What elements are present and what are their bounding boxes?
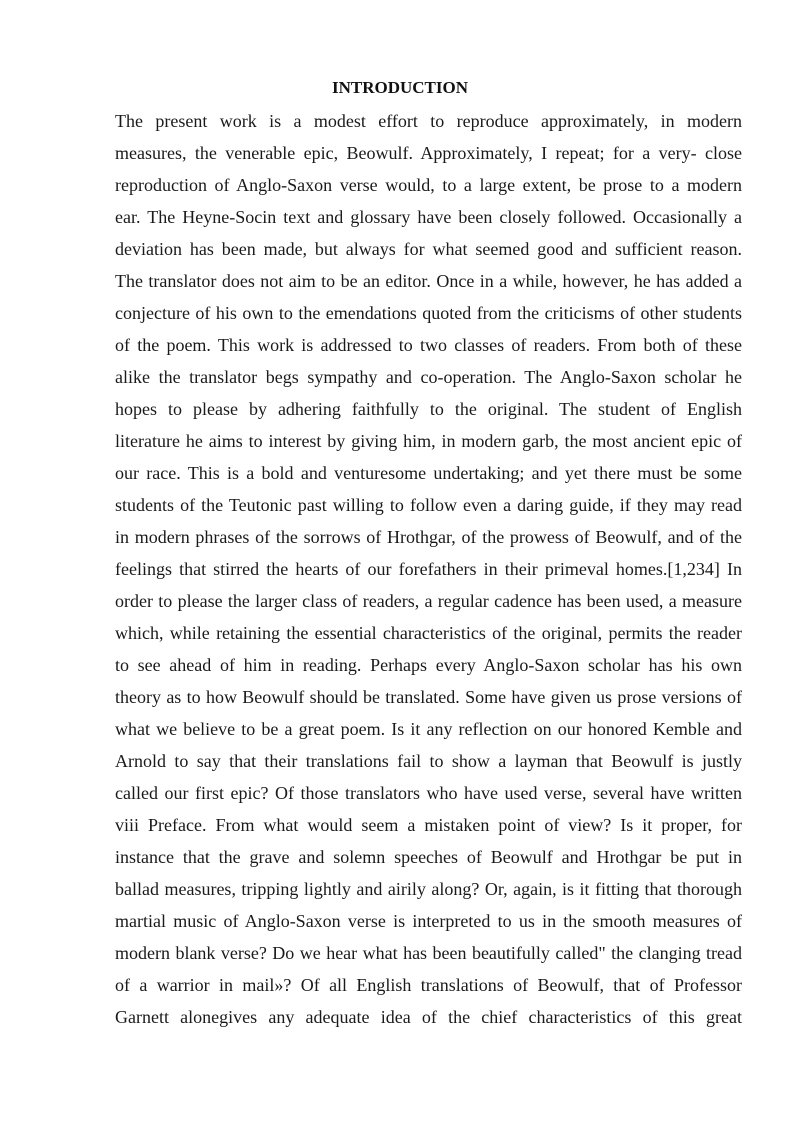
body-text-line: ballad measures, tripping lightly and airily along? Or, again, is it fitting that thorough — [115, 879, 742, 899]
body-text-line: literature he aims to interest by giving him, in modern garb, the most ancient epic of — [115, 431, 742, 451]
body-text-line: alike the translator begs sympathy and co-operation. The Anglo-Saxon scholar he — [115, 367, 742, 387]
body-text-line: our race. This is a bold and venturesome undertaking; and yet there must be some — [115, 463, 742, 483]
body-text-line: viii Preface. From what would seem a mistaken point of view? Is it proper, for — [115, 815, 742, 835]
page-title: INTRODUCTION — [331, 78, 469, 97]
body-text-line: in modern phrases of the sorrows of Hrothgar, of the prowess of Beowulf, and of the — [115, 527, 742, 547]
body-text-line: hopes to please by adhering faithfully to the original. The student of English — [115, 399, 742, 419]
body-text-line: martial music of Anglo-Saxon verse is interpreted to us in the smooth measures of — [115, 911, 742, 931]
body-text-line: The translator does not aim to be an editor. Once in a while, however, he has added a — [115, 271, 742, 291]
body-text-line: of a warrior in mail»? Of all English translations of Beowulf, that of Professor — [115, 975, 742, 995]
body-text-line: students of the Teutonic past willing to follow even a daring guide, if they may read — [115, 495, 742, 515]
body-text-line: conjecture of his own to the emendations quoted from the criticisms of other students — [115, 303, 742, 323]
body-text-line: which, while retaining the essential characteristics of the original, permits the reader — [115, 623, 742, 643]
body-text-line: called our first epic? Of those translators who have used verse, several have written — [115, 783, 742, 803]
body-text-line: deviation has been made, but always for what seemed good and sufficient reason. — [115, 239, 742, 259]
body-text-line: feelings that stirred the hearts of our forefathers in their primeval homes.[1,234] In — [115, 559, 742, 579]
body-text-line: of the poem. This work is addressed to two classes of readers. From both of these — [115, 335, 742, 355]
body-text-line: instance that the grave and solemn speeches of Beowulf and Hrothgar be put in — [115, 847, 742, 867]
body-text-line: theory as to how Beowulf should be translated. Some have given us prose versions of — [115, 687, 742, 707]
body-text-line: reproduction of Anglo-Saxon verse would, to a large extent, be prose to a modern — [115, 175, 742, 195]
body-text-line: modern blank verse? Do we hear what has been beautifully called" the clanging tread — [115, 943, 742, 963]
body-text-line: The present work is a modest effort to reproduce approximately, in modern — [115, 111, 742, 131]
body-text-line: what we believe to be a great poem. Is it any reflection on our honored Kemble and — [115, 719, 742, 739]
body-text-line: Arnold to say that their translations fail to show a layman that Beowulf is justly — [115, 751, 742, 771]
body-text-line: measures, the venerable epic, Beowulf. Approximately, I repeat; for a very- close — [115, 143, 742, 163]
body-text-line: order to please the larger class of readers, a regular cadence has been used, a measure — [115, 591, 742, 611]
body-text-line: Garnett alonegives any adequate idea of the chief characteristics of this great — [115, 1007, 742, 1027]
body-text-line: to see ahead of him in reading. Perhaps every Anglo-Saxon scholar has his own — [115, 655, 742, 675]
body-text-line: ear. The Heyne-Socin text and glossary have been closely followed. Occasionally a — [115, 207, 742, 227]
